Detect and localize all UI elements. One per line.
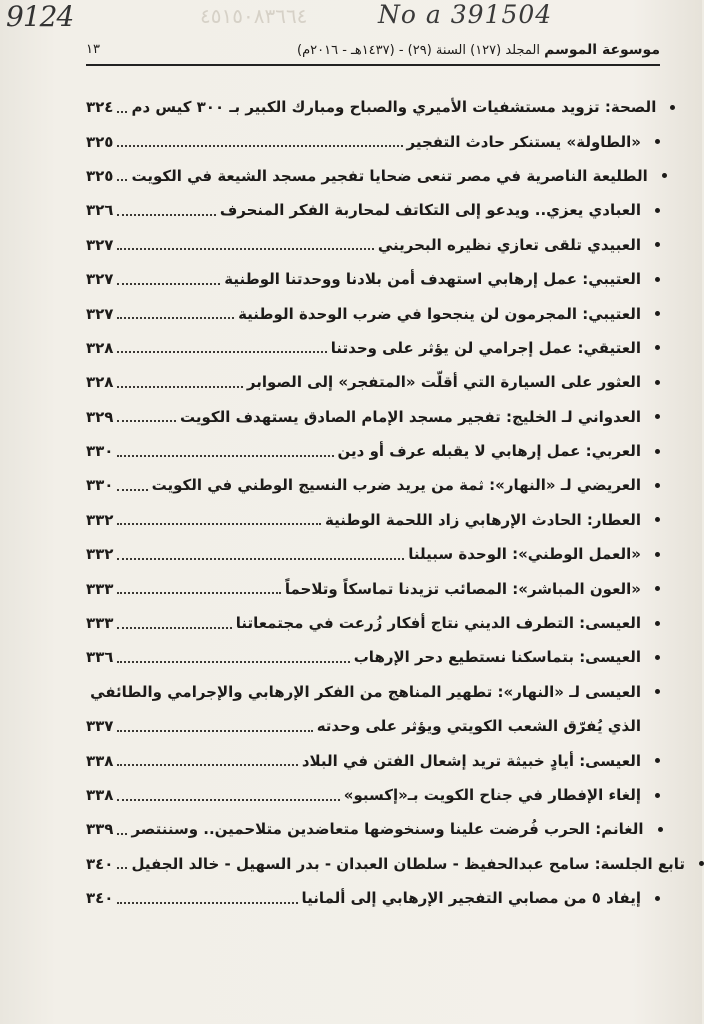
bullet-icon [655,449,660,454]
entry-page-number: ٣٣٨ [86,786,114,804]
entry-line [86,201,641,219]
bullet-icon [699,861,704,866]
dot-leader [117,419,176,422]
bullet-icon [655,208,660,213]
index-entry [86,159,660,193]
entry-line [86,614,641,632]
header-rule [86,64,660,66]
entry-line [86,442,641,460]
entry-line [86,167,648,185]
entry-page-number: ٣٢٨ [86,373,114,392]
entry-page-number: ٣٣٠ [86,442,114,461]
dot-leader [117,798,339,801]
running-header [86,40,660,62]
header-title [297,42,660,58]
dot-leader [117,488,147,491]
entry-line [86,511,641,529]
index-entry [86,778,660,812]
index-entry [86,296,660,330]
dot-leader [117,247,373,250]
entry-page-number: ٣٢٥ [86,132,114,151]
entry-page-number: ٣٣٦ [86,648,114,667]
index-entry [86,90,660,124]
dot-leader [117,350,326,353]
index-entry [86,881,660,915]
bullet-icon [655,483,660,488]
dot-leader [117,763,297,766]
entry-title: العيسى: التطرف الديني نتاج أفكار زُرعت في مجتمعاتنا [235,614,641,633]
bullet-icon [670,105,675,110]
bullet-icon [658,827,663,832]
index-entry [86,812,660,846]
entry-page-number: ٣٢٧ [86,235,114,254]
bullet-icon [655,345,660,350]
entry-title: العدواني لـ الخليج: تفجير مسجد الإمام الصادق يستهدف الكويت [179,407,641,426]
entry-title: العربي: عمل إرهابي لا يقبله عرف أو دين [337,442,641,461]
index-entry [86,468,660,502]
index-entry [86,847,686,881]
entry-page-number: ٣٣٩ [86,820,114,839]
dot-leader [117,626,231,629]
dot-leader [117,213,215,216]
entry-title: الغانم: الحرب فُرضت علينا وسنخوضها متعاضدين متلاحمين.. وسننتصر [131,820,644,839]
header-details: المجلد (١٢٧) السنة (٢٩) - (١٤٣٧هـ - ٢٠١٦م) [297,43,540,58]
entry-title: «العون المباشر»: المصائب تزيدنا تماسكاً وتلاحماً [284,579,641,598]
entry-page-number: ٣٢٧ [86,304,114,323]
entry-page-number: ٣٤٠ [86,854,114,873]
entry-line [86,717,641,735]
bullet-icon [655,552,660,557]
entry-line [86,133,641,151]
entry-title: العريضي لـ «النهار»: ثمة من يريد ضرب النسيج الوطني في الكويت [151,476,641,495]
entry-title: العثور على السيارة التي أقلّت «المتفجر» إلى الصوابر [246,373,641,392]
entry-page-number: ٣٢٨ [86,338,114,357]
entry-line [86,236,641,254]
entry-page-number: ٣٣٧ [86,717,114,736]
bullet-icon [655,242,660,247]
entry-title: العيسى: أيادٍ خبيثة تريد إشعال الفتن في البلاد [301,751,641,770]
entry-title: الذي يُفرّق الشعب الكويتي ويؤثر على وحدته [316,717,641,736]
index-entry [86,709,660,743]
index-entry [86,537,660,571]
dot-leader [117,866,127,869]
dot-leader [117,591,280,594]
index-list [86,90,686,915]
entry-line [86,305,641,323]
dot-leader [117,110,127,113]
entry-line [86,580,641,598]
bullet-icon [655,277,660,282]
entry-title: إيفاد ٥ من مصابي التفجير الإرهابي إلى ألمانيا [301,889,641,908]
entry-line [86,889,641,907]
entry-line [86,373,641,391]
entry-title: العبيدي تلقى تعازي نظيره البحريني [377,235,641,254]
entry-title: «العمل الوطني»: الوحدة سبيلنا [408,545,641,564]
bullet-icon [655,586,660,591]
entry-line [86,752,641,770]
dot-leader [117,454,333,457]
bullet-icon [655,139,660,144]
bullet-icon [655,655,660,660]
entry-title: «الطاولة» يستنكر حادث التفجير [406,132,641,151]
bullet-icon [655,758,660,763]
entry-page-number: ٣٢٩ [86,407,114,426]
entry-page-number: ٣٣٢ [86,510,114,529]
index-entry [86,675,660,709]
entry-title: العيسى لـ «النهار»: تطهير المناهج من الفكر الإرهابي والإجرامي والطائفي [90,682,641,701]
entry-page-number: ٣٣٢ [86,545,114,564]
index-entry [86,640,660,674]
bullet-icon [655,793,660,798]
entry-title: الصحة: تزويد مستشفيات الأميري والصباح ومبارك الكبير بـ ٣٠٠ كيس دم [131,98,657,117]
index-entry [86,331,660,365]
entry-title: العيسى: بتماسكنا نستطيع دحر الإرهاب [353,648,641,667]
entry-line [86,683,641,701]
entry-page-number: ٣٢٥ [86,166,114,185]
bullet-icon [655,621,660,626]
index-entry [86,124,660,158]
bullet-icon [662,173,667,178]
dot-leader [117,282,220,285]
bullet-icon [655,896,660,901]
entry-page-number: ٣٤٠ [86,889,114,908]
entry-line [86,786,641,804]
faint-stamp: ٤٥١٥٠٨٣٦٦٤ [200,4,308,28]
page-number: ١٣ [86,42,100,57]
entry-line [86,339,641,357]
handwritten-number: 9124 [6,0,74,33]
entry-title: العتيبي: المجرمون لن ينجحوا في ضرب الوحدة الوطنية [238,304,641,323]
bullet-icon [655,517,660,522]
dot-leader [117,832,127,835]
dot-leader [117,729,312,732]
index-entry [86,193,660,227]
entry-line [86,545,641,563]
entry-page-number: ٣٢٤ [86,98,114,117]
dot-leader [117,557,404,560]
dot-leader [117,660,349,663]
index-entry [86,262,660,296]
index-entry [86,571,660,605]
entry-line [86,820,644,838]
entry-line [86,476,641,494]
entry-title: الطليعة الناصرية في مصر تنعى ضحايا تفجير مسجد الشيعة في الكويت [131,166,648,185]
entry-line [86,648,641,666]
entry-line [86,270,641,288]
entry-line [86,98,656,116]
entry-page-number: ٣٣٨ [86,751,114,770]
entry-page-number: ٣٢٧ [86,270,114,289]
entry-title: إلغاء الإفطار في جناح الكويت بـ«إكسبو» [343,786,641,804]
entry-line [86,408,641,426]
entry-line [86,855,685,873]
entry-title: العتيقي: عمل إجرامي لن يؤثر على وحدتنا [330,338,641,357]
dot-leader [117,144,402,147]
entry-page-number: ٣٣٠ [86,476,114,495]
index-entry [86,743,660,777]
entry-page-number: ٣٣٣ [86,614,114,633]
bullet-icon [655,689,660,694]
handwritten-reference: No a 391504 [378,0,553,29]
dot-leader [117,385,242,388]
entry-title: العتيبي: عمل إرهابي استهدف أمن بلادنا ووحدتنا الوطنية [224,270,641,289]
index-entry [86,606,660,640]
dot-leader [117,316,234,319]
index-entry [86,503,660,537]
bullet-icon [655,311,660,316]
entry-page-number: ٣٢٦ [86,201,114,220]
dot-leader [117,522,321,525]
entry-title: تابع الجلسة: سامح عبدالحفيظ - سلطان العبدان - بدر السهيل - خالد الجفيل [131,854,686,873]
bullet-icon [655,414,660,419]
index-entry [86,228,660,262]
bullet-icon [655,380,660,385]
entry-title: العبادي يعزي.. ويدعو إلى التكاتف لمحاربة الفكر المنحرف [219,201,641,220]
entry-page-number: ٣٣٣ [86,579,114,598]
dot-leader [117,901,297,904]
header-brand: موسوعة الموسم [544,42,660,58]
entry-title: العطار: الحادث الإرهابي زاد اللحمة الوطنية [325,510,641,529]
dot-leader [117,178,127,181]
index-entry [86,400,660,434]
index-entry [86,434,660,468]
index-entry [86,365,660,399]
